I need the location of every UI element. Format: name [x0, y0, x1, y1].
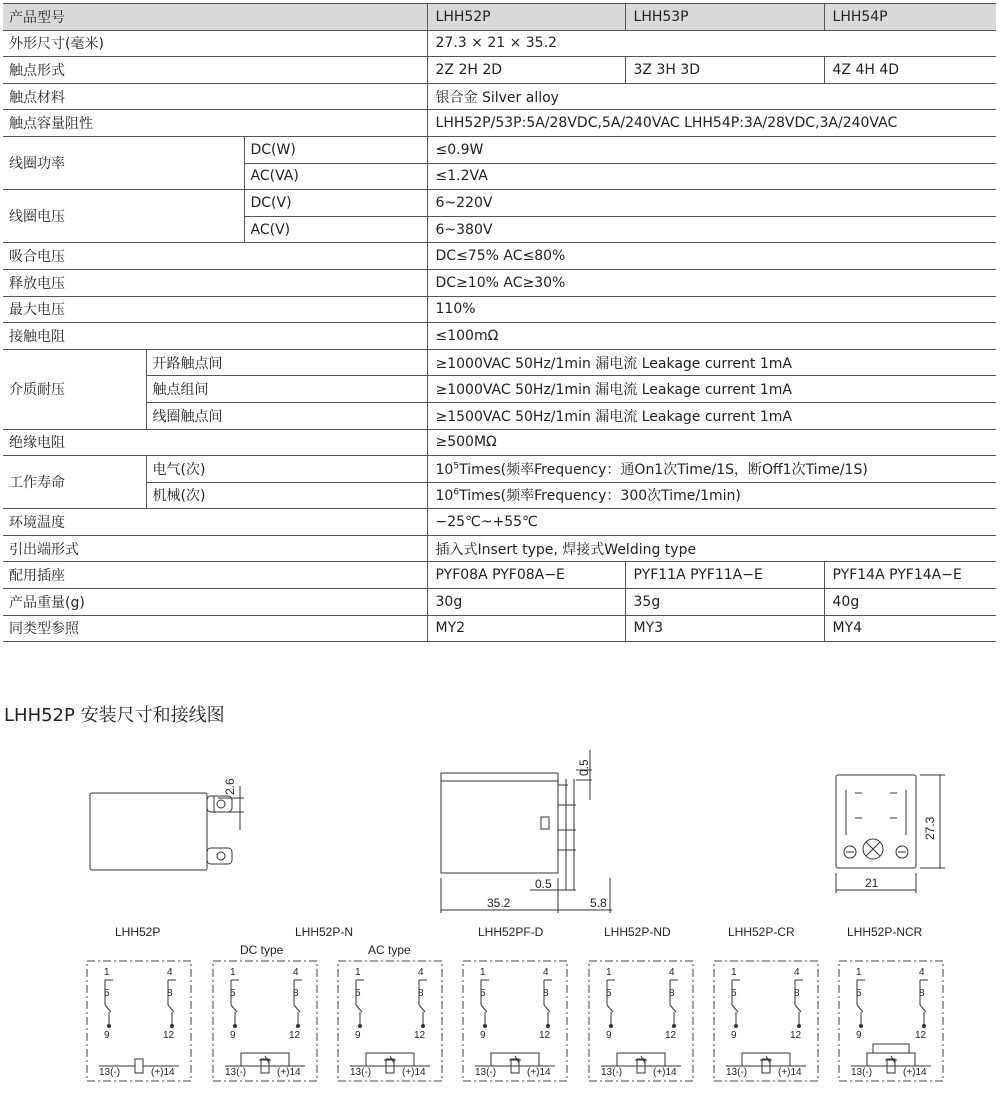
side-view-drawing	[90, 786, 244, 870]
pin-label: 4	[669, 967, 675, 978]
pin-label: 12	[539, 1030, 551, 1041]
row-label: 绝缘电阻	[3, 429, 427, 456]
row-label: 介质耐压	[3, 349, 146, 429]
row-sublabel: AC(VA)	[244, 163, 427, 190]
pin-label: 1	[355, 967, 361, 978]
header-label: 产品型号	[3, 4, 427, 31]
pin-label: (+)14	[778, 1067, 802, 1078]
row-label: 触点形式	[3, 57, 427, 84]
wiring-title: LHH52P	[115, 925, 161, 939]
wiring-diagram	[839, 961, 943, 1081]
pin-label: 4	[794, 967, 800, 978]
pin-label: 1	[606, 967, 612, 978]
row-sublabel: DC(W)	[244, 136, 427, 163]
row-value: 银合金 Silver alloy	[427, 83, 996, 110]
row-value: MY4	[824, 615, 996, 642]
pin-label: 5	[480, 988, 486, 999]
pin-label: 12	[790, 1030, 802, 1041]
row-label: 触点容量阻性	[3, 110, 427, 137]
wiring-diagram	[714, 961, 818, 1081]
wiring-diagram	[338, 961, 442, 1081]
model-lhh53p: LHH53P	[625, 4, 824, 31]
model-lhh52p: LHH52P	[427, 4, 625, 31]
pin-label: 5	[606, 988, 612, 999]
row-label: 释放电压	[3, 269, 427, 296]
pin-label: 9	[104, 1030, 110, 1041]
row-value: ≥1500VAC 50Hz/1min 漏电流 Leakage current 1mA	[427, 402, 996, 429]
row-value: −25℃~+55℃	[427, 509, 996, 536]
row-value: 4Z 4H 4D	[824, 57, 996, 84]
wiring-diagram	[87, 961, 191, 1081]
pin-label: 5	[230, 988, 236, 999]
pin-label: 5	[104, 988, 110, 999]
pin-label: (+)14	[277, 1067, 301, 1078]
pin-label: 9	[731, 1030, 737, 1041]
row-value: DC≥10% AC≥30%	[427, 269, 996, 296]
row-value: PYF14A PYF14A−E	[824, 562, 996, 589]
dim-2-6: 2.6	[223, 778, 237, 795]
wiring-title: LHH52P-ND	[604, 925, 671, 939]
row-value: 2Z 2H 2D	[427, 57, 625, 84]
pin-label: 4	[543, 967, 549, 978]
row-value: MY3	[625, 615, 824, 642]
pin-label: 12	[163, 1030, 175, 1041]
pin-label: 13(-)	[475, 1067, 497, 1078]
pin-label: 12	[915, 1030, 927, 1041]
row-value: 40g	[824, 589, 996, 616]
pin-label: 9	[856, 1030, 862, 1041]
pin-label: (+)14	[903, 1067, 927, 1078]
pin-label: 9	[230, 1030, 236, 1041]
pin-label: 8	[543, 988, 549, 999]
row-value: ≥1000VAC 50Hz/1min 漏电流 Leakage current 1mA	[427, 376, 996, 403]
pin-label: 1	[480, 967, 486, 978]
pin-label: 13(-)	[350, 1067, 372, 1078]
row-sublabel: 触点组间	[146, 376, 427, 403]
pin-label: 13(-)	[99, 1067, 121, 1078]
row-label: 产品重量(g)	[3, 589, 427, 616]
pin-label: 13(-)	[225, 1067, 247, 1078]
row-value: 3Z 3H 3D	[625, 57, 824, 84]
pin-label: 8	[919, 988, 925, 999]
row-value: $10^5Times$(频率Frequency：通On1次Time/1S，断Off1次Time/1S)	[427, 456, 996, 483]
pin-label: 8	[418, 988, 424, 999]
dim-27-3: 27.3	[923, 816, 937, 840]
row-value: 30g	[427, 589, 625, 616]
wiring-title: LHH52P-CR	[728, 925, 795, 939]
pin-label: (+)14	[653, 1067, 677, 1078]
row-label: 吸合电压	[3, 243, 427, 270]
dim-5-8: 5.8	[590, 896, 607, 910]
row-sublabel: 线圈触点间	[146, 402, 427, 429]
pin-label: (+)14	[527, 1067, 551, 1078]
row-value: $10^6Times$(频率Frequency：300次Time/1min)	[427, 482, 996, 509]
row-value: ≥500MΩ	[427, 429, 996, 456]
section-title: LHH52P 安装尺寸和接线图	[4, 705, 225, 726]
row-sublabel: DC(V)	[244, 190, 427, 217]
model-lhh54p: LHH54P	[824, 4, 996, 31]
row-value: 插入式Insert type, 焊接式Welding type	[427, 535, 996, 562]
row-value: 35g	[625, 589, 824, 616]
row-value: LHH52P/53P:5A/28VDC,5A/240VAC LHH54P:3A/28VDC,3A/240VAC	[427, 110, 996, 137]
row-value: DC≤75% AC≤80%	[427, 243, 996, 270]
row-value: PYF08A PYF08A−E	[427, 562, 625, 589]
pin-label: 13(-)	[851, 1067, 873, 1078]
row-value: PYF11A PYF11A−E	[625, 562, 824, 589]
row-label: 外形尺寸(毫米)	[3, 30, 427, 57]
pin-label: 1	[731, 967, 737, 978]
pin-label: 5	[856, 988, 862, 999]
row-label: 接触电阻	[3, 323, 427, 350]
wiring-diagram	[463, 961, 567, 1081]
dim-21: 21	[865, 876, 879, 890]
row-sublabel: 电气(次)	[146, 456, 427, 483]
row-label: 工作寿命	[3, 456, 146, 509]
row-label: 线圈功率	[3, 136, 244, 189]
pin-label: 1	[856, 967, 862, 978]
pin-label: 4	[293, 967, 299, 978]
pin-label: 12	[414, 1030, 426, 1041]
row-label: 线圈电压	[3, 190, 244, 243]
dim-0-5-side: 0.5	[535, 877, 552, 891]
wiring-diagrams	[87, 961, 943, 1081]
row-value: ≤100mΩ	[427, 323, 996, 350]
pin-label: 4	[167, 967, 173, 978]
row-sublabel: 机械(次)	[146, 482, 427, 509]
row-value: 6~380V	[427, 216, 996, 243]
row-sublabel: AC(V)	[244, 216, 427, 243]
pin-label: 13(-)	[601, 1067, 623, 1078]
row-value: 27.3 × 21 × 35.2	[427, 30, 996, 57]
row-value: MY2	[427, 615, 625, 642]
pin-label: 4	[919, 967, 925, 978]
row-label: 同类型参照	[3, 615, 427, 642]
row-value: ≤0.9W	[427, 136, 996, 163]
wiring-diagram	[213, 961, 317, 1081]
pin-label: 13(-)	[726, 1067, 748, 1078]
pin-label: 8	[794, 988, 800, 999]
wiring-title: LHH52P-N	[295, 925, 354, 939]
row-value: 6~220V	[427, 190, 996, 217]
ac-type-label: AC type	[368, 943, 411, 957]
pin-label: 9	[480, 1030, 486, 1041]
row-value: 110%	[427, 296, 996, 323]
dc-type-label: DC type	[240, 943, 284, 957]
dim-0-5-top: 0.5	[577, 759, 591, 776]
row-label: 触点材料	[3, 83, 427, 110]
row-value: ≤1.2VA	[427, 163, 996, 190]
pin-label: 5	[731, 988, 737, 999]
pin-label: (+)14	[151, 1067, 175, 1078]
row-value: ≥1000VAC 50Hz/1min 漏电流 Leakage current 1mA	[427, 349, 996, 376]
pin-label: 8	[293, 988, 299, 999]
pin-label: 4	[418, 967, 424, 978]
row-sublabel: 开路触点间	[146, 349, 427, 376]
pin-label: 12	[289, 1030, 301, 1041]
pin-label: (+)14	[402, 1067, 426, 1078]
row-label: 环境温度	[3, 509, 427, 536]
wiring-diagram	[589, 961, 693, 1081]
row-label: 配用插座	[3, 562, 427, 589]
pin-label: 8	[669, 988, 675, 999]
pin-label: 8	[167, 988, 173, 999]
pin-label: 9	[355, 1030, 361, 1041]
pin-label: 1	[230, 967, 236, 978]
pin-label: 1	[104, 967, 110, 978]
row-label: 引出端形式	[3, 535, 427, 562]
row-label: 最大电压	[3, 296, 427, 323]
pin-label: 12	[665, 1030, 677, 1041]
dim-35-2: 35.2	[487, 896, 511, 910]
pin-label: 5	[355, 988, 361, 999]
pin-label: 9	[606, 1030, 612, 1041]
wiring-title: LHH52PF-D	[478, 925, 544, 939]
wiring-title: LHH52P-NCR	[847, 925, 923, 939]
